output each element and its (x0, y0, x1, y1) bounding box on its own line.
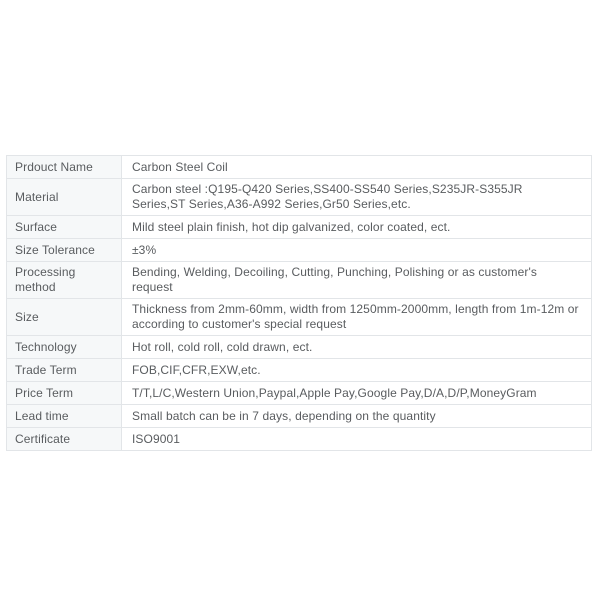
spec-value: Thickness from 2mm-60mm, width from 1250mm-2000mm, length from 1m-12m or according to customer's special request (122, 299, 592, 336)
table-row (7, 216, 592, 239)
spec-value: Bending, Welding, Decoiling, Cutting, Punching, Polishing or as customer's request (122, 262, 592, 299)
table-row (7, 262, 592, 299)
spec-label: Technology (7, 336, 122, 359)
spec-table-body (7, 156, 592, 451)
spec-label: Lead time (7, 405, 122, 428)
table-row (7, 382, 592, 405)
spec-label: Size Tolerance (7, 239, 122, 262)
table-row (7, 359, 592, 382)
spec-value: Small batch can be in 7 days, depending on the quantity (122, 405, 592, 428)
spec-value: Hot roll, cold roll, cold drawn, ect. (122, 336, 592, 359)
table-row (7, 405, 592, 428)
spec-value: Mild steel plain finish, hot dip galvanized, color coated, ect. (122, 216, 592, 239)
table-row (7, 299, 592, 336)
table-row (7, 156, 592, 179)
spec-label: Size (7, 299, 122, 336)
table-row (7, 428, 592, 451)
spec-label: Trade Term (7, 359, 122, 382)
spec-value: T/T,L/C,Western Union,Paypal,Apple Pay,Google Pay,D/A,D/P,MoneyGram (122, 382, 592, 405)
product-spec-table (6, 155, 592, 451)
spec-value: ±3% (122, 239, 592, 262)
spec-value: ISO9001 (122, 428, 592, 451)
spec-label: Material (7, 179, 122, 216)
spec-value: Carbon Steel Coil (122, 156, 592, 179)
spec-label: Surface (7, 216, 122, 239)
spec-value: Carbon steel :Q195-Q420 Series,SS400-SS540 Series,S235JR-S355JR Series,ST Series,A36-A992 Series,Gr50 Series,etc. (122, 179, 592, 216)
table-row (7, 179, 592, 216)
spec-label: Price Term (7, 382, 122, 405)
table-row (7, 239, 592, 262)
spec-label: Processing method (7, 262, 122, 299)
table-row (7, 336, 592, 359)
spec-value: FOB,CIF,CFR,EXW,etc. (122, 359, 592, 382)
spec-label: Prdouct Name (7, 156, 122, 179)
spec-label: Certificate (7, 428, 122, 451)
